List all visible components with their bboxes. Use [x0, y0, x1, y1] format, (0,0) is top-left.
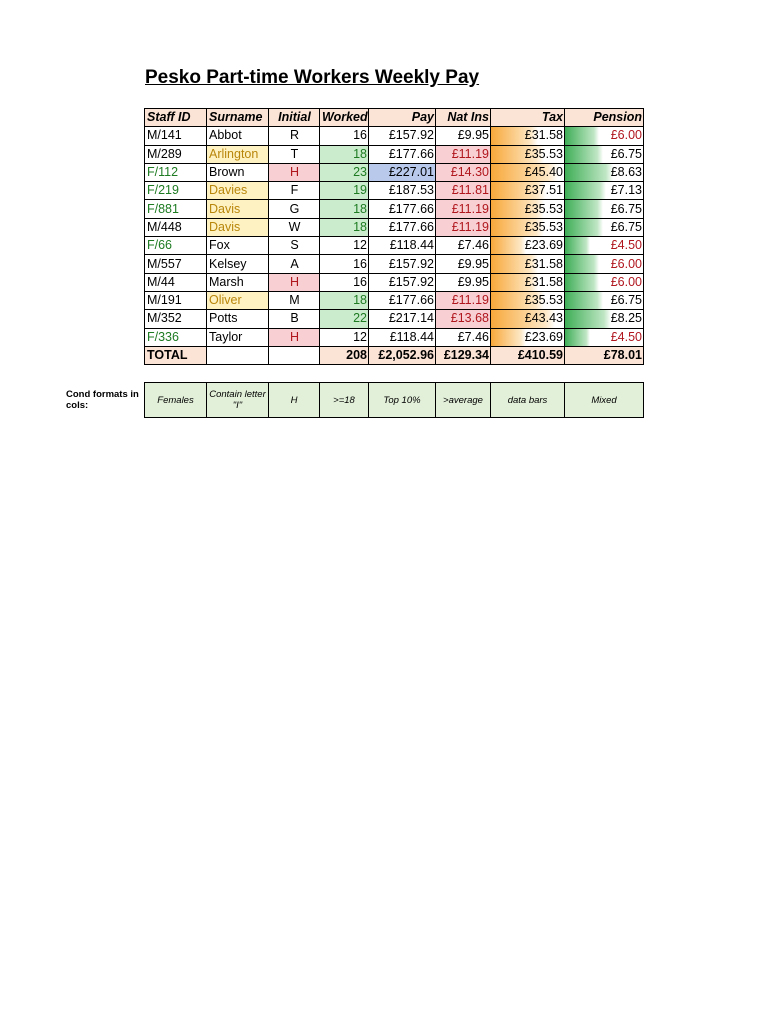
total-nat-ins: £129.34	[436, 346, 491, 364]
header-staff-id: Staff ID	[145, 109, 207, 127]
tax-cell-value: £31.58	[524, 128, 563, 143]
tax-cell-value: £37.51	[524, 183, 563, 198]
worked-cell: 18	[320, 145, 369, 163]
pay-cell: £187.53	[369, 182, 436, 200]
total-blank-surname	[207, 346, 269, 364]
cond-formats-legend	[144, 382, 644, 418]
pension-cell	[565, 237, 644, 255]
header-initial: Initial	[269, 109, 320, 127]
surname-cell: Brown	[207, 163, 269, 181]
cond-formats-label: Cond formats in cols:	[66, 389, 139, 411]
tax-cell	[491, 291, 565, 309]
staff-id-cell: M/352	[145, 310, 207, 328]
initial-cell: H	[269, 273, 320, 291]
pension-cell-value: £6.75	[610, 146, 642, 161]
staff-id-cell: M/557	[145, 255, 207, 273]
surname-cell: Potts	[207, 310, 269, 328]
cond-format-ge18: >=18	[320, 383, 369, 418]
table-row	[145, 127, 644, 145]
pay-cell: £157.92	[369, 273, 436, 291]
header-worked: Worked	[320, 109, 369, 127]
staff-id-cell: M/289	[145, 145, 207, 163]
worked-cell: 16	[320, 127, 369, 145]
staff-id-cell: M/141	[145, 127, 207, 145]
pay-table-body	[145, 127, 644, 347]
worked-cell: 16	[320, 255, 369, 273]
staff-id-cell: F/219	[145, 182, 207, 200]
cond-format-top10: Top 10%	[369, 383, 436, 418]
pension-cell-value: £6.00	[610, 256, 642, 271]
pension-cell	[565, 291, 644, 309]
tax-cell-value: £31.58	[524, 274, 563, 289]
pension-cell-value: £6.00	[610, 274, 642, 289]
nat-ins-cell: £14.30	[436, 163, 491, 181]
sheet-title: Pesko Part-time Workers Weekly Pay	[145, 67, 480, 88]
staff-id-cell: F/336	[145, 328, 207, 346]
tax-cell	[491, 163, 565, 181]
pension-cell-value: £4.50	[610, 238, 642, 253]
tax-cell-value: £43.43	[524, 311, 563, 326]
tax-cell-value: £23.69	[524, 238, 563, 253]
nat-ins-cell: £9.95	[436, 255, 491, 273]
pay-cell: £177.66	[369, 200, 436, 218]
header-row	[145, 109, 644, 127]
total-blank-initial	[269, 346, 320, 364]
pension-cell-value: £6.75	[610, 219, 642, 234]
pay-cell: £177.66	[369, 218, 436, 236]
staff-id-cell: F/881	[145, 200, 207, 218]
total-tax: £410.59	[491, 346, 565, 364]
pension-cell	[565, 200, 644, 218]
table-row	[145, 291, 644, 309]
surname-cell: Abbot	[207, 127, 269, 145]
total-pension: £78.01	[565, 346, 644, 364]
table-row	[145, 182, 644, 200]
header-pay: Pay	[369, 109, 436, 127]
tax-cell-value: £45.40	[524, 165, 563, 180]
staff-id-cell: M/191	[145, 291, 207, 309]
tax-cell	[491, 328, 565, 346]
nat-ins-cell: £11.19	[436, 200, 491, 218]
total-label: TOTAL	[145, 346, 207, 364]
pension-cell	[565, 163, 644, 181]
pension-cell-value: £4.50	[610, 329, 642, 344]
initial-cell: F	[269, 182, 320, 200]
worked-cell: 19	[320, 182, 369, 200]
surname-cell: Davis	[207, 200, 269, 218]
nat-ins-cell: £7.46	[436, 328, 491, 346]
table-row	[145, 328, 644, 346]
initial-cell: H	[269, 163, 320, 181]
initial-cell: W	[269, 218, 320, 236]
table-row	[145, 145, 644, 163]
worked-cell: 16	[320, 273, 369, 291]
tax-cell-value: £23.69	[524, 329, 563, 344]
surname-cell: Taylor	[207, 328, 269, 346]
nat-ins-cell: £11.19	[436, 218, 491, 236]
tax-cell-value: £35.53	[524, 219, 563, 234]
pension-cell	[565, 328, 644, 346]
tax-cell	[491, 127, 565, 145]
tax-cell-value: £35.53	[524, 146, 563, 161]
pension-cell	[565, 273, 644, 291]
tax-cell	[491, 218, 565, 236]
initial-cell: T	[269, 145, 320, 163]
pay-cell: £157.92	[369, 127, 436, 145]
table-row	[145, 273, 644, 291]
table-row	[145, 310, 644, 328]
tax-cell	[491, 255, 565, 273]
cond-formats-row	[145, 383, 644, 418]
initial-cell: B	[269, 310, 320, 328]
tax-cell	[491, 273, 565, 291]
staff-id-cell: F/66	[145, 237, 207, 255]
pay-table	[144, 108, 644, 365]
surname-cell: Marsh	[207, 273, 269, 291]
total-worked: 208	[320, 346, 369, 364]
pay-cell: £177.66	[369, 145, 436, 163]
tax-cell	[491, 200, 565, 218]
pension-cell	[565, 145, 644, 163]
worked-cell: 22	[320, 310, 369, 328]
nat-ins-cell: £13.68	[436, 310, 491, 328]
initial-cell: H	[269, 328, 320, 346]
worked-cell: 18	[320, 218, 369, 236]
pay-cell: £118.44	[369, 328, 436, 346]
pension-cell	[565, 255, 644, 273]
nat-ins-cell: £11.81	[436, 182, 491, 200]
pay-cell: £227.01	[369, 163, 436, 181]
header-tax: Tax	[491, 109, 565, 127]
pension-cell-value: £8.63	[610, 165, 642, 180]
table-row	[145, 200, 644, 218]
surname-cell: Oliver	[207, 291, 269, 309]
initial-cell: S	[269, 237, 320, 255]
pay-cell: £118.44	[369, 237, 436, 255]
staff-id-cell: M/44	[145, 273, 207, 291]
total-pay: £2,052.96	[369, 346, 436, 364]
surname-cell: Arlington	[207, 145, 269, 163]
tax-cell-value: £31.58	[524, 256, 563, 271]
surname-cell: Davies	[207, 182, 269, 200]
tax-cell-value: £35.53	[524, 201, 563, 216]
total-row	[145, 346, 644, 364]
nat-ins-cell: £9.95	[436, 273, 491, 291]
initial-cell: A	[269, 255, 320, 273]
surname-cell: Davis	[207, 218, 269, 236]
worked-cell: 23	[320, 163, 369, 181]
header-surname: Surname	[207, 109, 269, 127]
initial-cell: R	[269, 127, 320, 145]
cond-format-mixed: Mixed	[565, 383, 644, 418]
table-row	[145, 218, 644, 236]
cond-format-contain-i: Contain letter "I"	[207, 383, 269, 418]
tax-cell-value: £35.53	[524, 293, 563, 308]
pension-cell-value: £6.00	[610, 128, 642, 143]
surname-cell: Kelsey	[207, 255, 269, 273]
table-row	[145, 163, 644, 181]
cond-format-h: H	[269, 383, 320, 418]
pension-cell	[565, 218, 644, 236]
nat-ins-cell: £11.19	[436, 291, 491, 309]
worked-cell: 18	[320, 200, 369, 218]
tax-cell	[491, 237, 565, 255]
surname-cell: Fox	[207, 237, 269, 255]
table-row	[145, 237, 644, 255]
tax-cell	[491, 310, 565, 328]
nat-ins-cell: £7.46	[436, 237, 491, 255]
header-nat-ins: Nat Ins	[436, 109, 491, 127]
nat-ins-cell: £9.95	[436, 127, 491, 145]
initial-cell: M	[269, 291, 320, 309]
pay-cell: £157.92	[369, 255, 436, 273]
pension-cell	[565, 310, 644, 328]
pay-cell: £177.66	[369, 291, 436, 309]
pension-cell-value: £6.75	[610, 201, 642, 216]
cond-format-females: Females	[145, 383, 207, 418]
pay-cell: £217.14	[369, 310, 436, 328]
worked-cell: 18	[320, 291, 369, 309]
staff-id-cell: M/448	[145, 218, 207, 236]
pension-cell	[565, 182, 644, 200]
tax-cell	[491, 145, 565, 163]
tax-cell	[491, 182, 565, 200]
cond-format-above-average: >average	[436, 383, 491, 418]
pension-cell-value: £6.75	[610, 293, 642, 308]
pension-cell	[565, 127, 644, 145]
pension-cell-value: £8.25	[610, 311, 642, 326]
nat-ins-cell: £11.19	[436, 145, 491, 163]
worked-cell: 12	[320, 237, 369, 255]
cond-format-data-bars: data bars	[491, 383, 565, 418]
table-row	[145, 255, 644, 273]
pension-cell-value: £7.13	[610, 183, 642, 198]
worked-cell: 12	[320, 328, 369, 346]
staff-id-cell: F/112	[145, 163, 207, 181]
header-pension: Pension	[565, 109, 644, 127]
initial-cell: G	[269, 200, 320, 218]
